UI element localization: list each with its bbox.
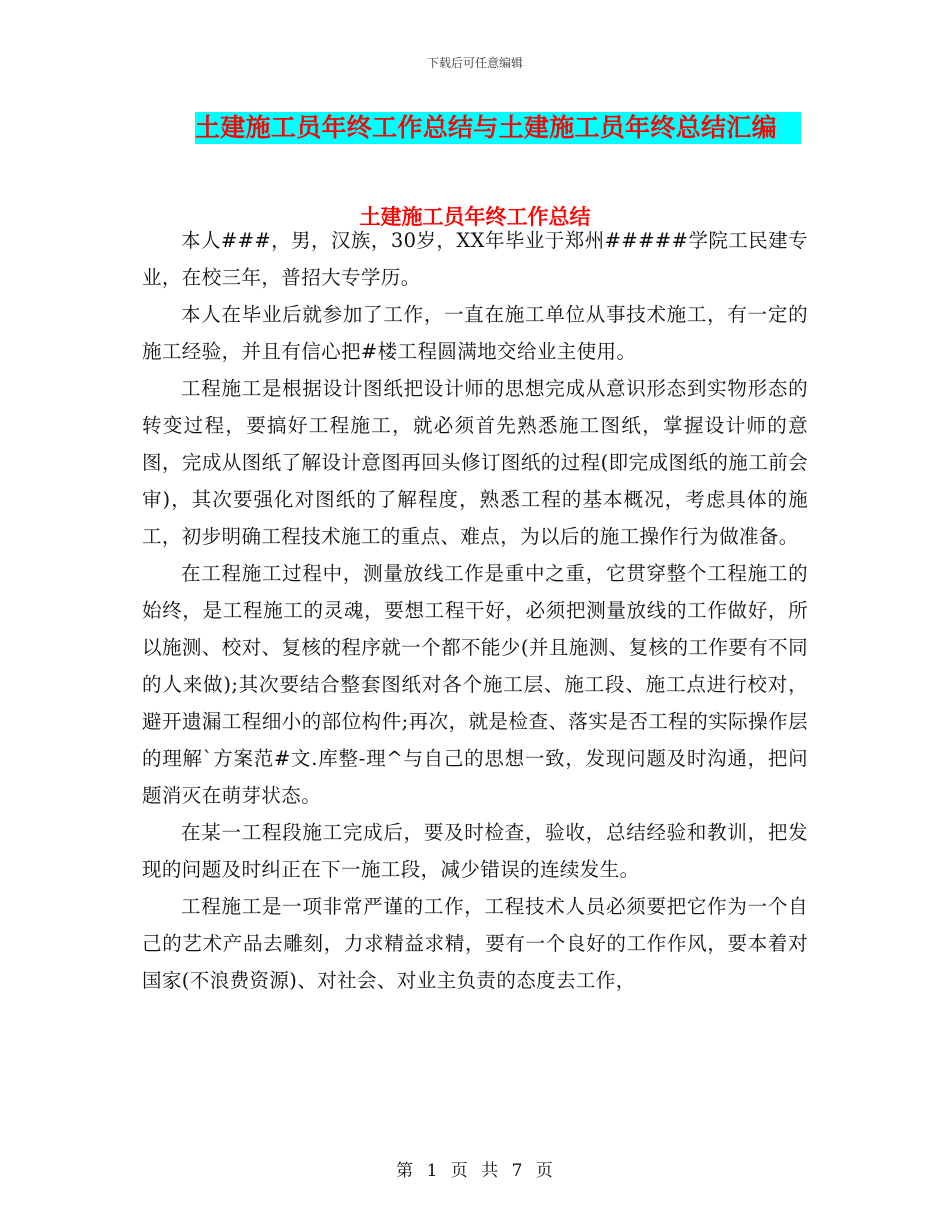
paragraph-2: 本人在毕业后就参加了工作，一直在施工单位从事技术施工，有一定的施工经验，并且有信心把#楼工程圆满地交给业主使用。 <box>142 303 808 363</box>
paragraph-6: 工程施工是一项非常严谨的工作，工程技术人员必须要把它作为一个自己的艺术产品去雕刻，力求精益求精，要有一个良好的工作作风，要本着对国家(不浪费资源)、对社会、对业主负责的态度去工作， <box>142 895 808 992</box>
header-note: 下载后可任意编辑 <box>426 56 523 70</box>
paragraph-4: 在工程施工过程中，测量放线工作是重中之重，它贯穿整个工程施工的始终，是工程施工的灵魂，要想工程干好，必须把测量放线的工作做好，所以施测、校对、复核的程序就一个都不能少(并且施测、复核的工作要有不同的人来做);其次要结合整套图纸对各个施工层、施工段、施工点进行校对，避开遗漏工程细小的部位构件;再次，就是检查、落实是否工程的实际操作层的理解`方案范#文.库整-理^与自己的思想一致，发现问题及时沟通，把问题消灭在萌芽状态。 <box>142 562 808 807</box>
document-main-title: 土建施工员年终工作总结与土建施工员年终总结汇编 <box>195 112 801 144</box>
document-body <box>142 222 808 999</box>
page-footer: 第 1 页 共 7 页 <box>396 1161 554 1181</box>
section-title: 土建施工员年终工作总结 <box>359 205 591 229</box>
paragraph-3: 工程施工是根据设计图纸把设计师的思想完成从意识形态到实物形态的转变过程，要搞好工程施工，就必须首先熟悉施工图纸，掌握设计师的意图，完成从图纸了解设计意图再回头修订图纸的过程(即完成图纸的施工前会审)，其次要强化对图纸的了解程度，熟悉工程的基本概况，考虑具体的施工，初步明确工程技术施工的重点、难点，为以后的施工操作行为做准备。 <box>142 377 808 548</box>
paragraph-5: 在某一工程段施工完成后，要及时检查，验收，总结经验和教训，把发现的问题及时纠正在下一施工段，减少错误的连续发生。 <box>142 821 808 881</box>
paragraph-1: 本人###，男，汉族，30岁，XX年毕业于郑州#####学院工民建专业，在校三年，普招大专学历。 <box>142 229 808 289</box>
